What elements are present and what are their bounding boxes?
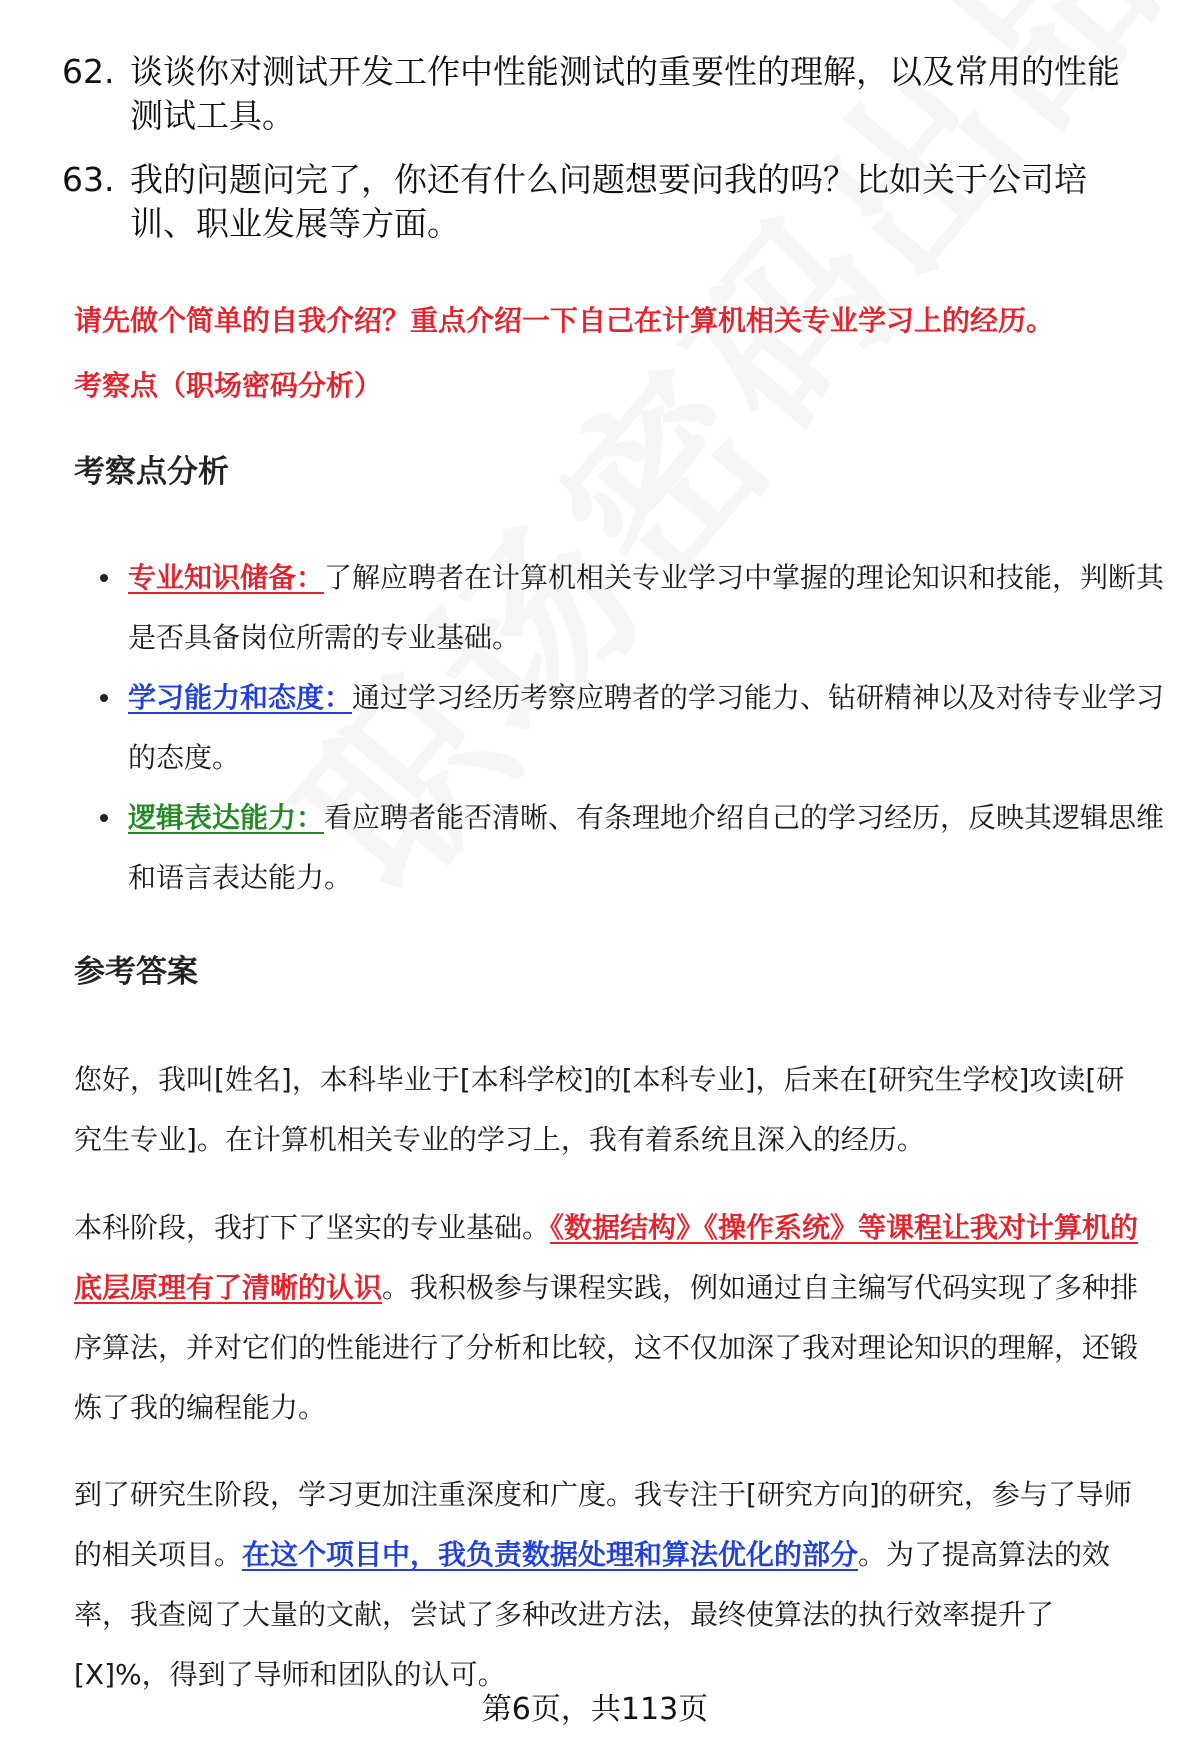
answer-heading: 参考答案: [74, 954, 198, 990]
page-footer: 第6页，共113页: [481, 1692, 709, 1727]
point-text: 看应聘者能否清晰、有条理地介绍自己的学习经历，反映其逻辑思维和语言表达能力。: [128, 801, 1165, 894]
text-span: 。为了提高算法的效率，我查阅了大量的文献，尝试了多种改进方法，最终使算法的执行效率提升了[X]%，得到了导师和团队的认可。: [74, 1538, 1111, 1691]
question-text: 谈谈你对测试开发工作中性能测试的重要性的理解，以及常用的性能测试工具。: [130, 52, 1120, 135]
point-learning-ability: [98, 668, 1169, 788]
question-63: [62, 158, 1145, 246]
analysis-heading: 考察点分析: [74, 454, 229, 490]
main-question: 请先做个简单的自我介绍？重点介绍一下自己在计算机相关专业学习上的经历。: [74, 304, 1055, 337]
analysis-points: [98, 548, 1169, 908]
text-span: 。我积极参与课程实践，例如通过自主编写代码实现了多种排序算法，并对它们的性能进行了分析和比较，这不仅加深了我对理论知识的理解，还锻炼了我的编程能力。: [74, 1271, 1139, 1424]
point-text: 了解应聘者在计算机相关专业学习中掌握的理论知识和技能，判断其是否具备岗位所需的专业基础。: [128, 561, 1165, 654]
answer-paragraph-undergrad: [74, 1198, 1145, 1438]
answer-paragraph-intro: 您好，我叫[姓名]，本科毕业于[本科学校]的[本科专业]，后来在[研究生学校]攻读[研究生专业]。在计算机相关专业的学习上，我有着系统且深入的经历。: [74, 1063, 1125, 1156]
point-label: 逻辑表达能力：: [128, 801, 325, 834]
answer-paragraph-graduate: [74, 1465, 1145, 1705]
text-span: 到了研究生阶段，学习更加注重深度和广度。我专注于[研究方向]的研究，参与了导师的相关项目。: [74, 1478, 1132, 1571]
highlight-red: 《数据结构》《操作系统》等课程让我对计算机的底层原理有了清晰的认识: [74, 1211, 1139, 1304]
question-text: 我的问题问完了，你还有什么问题想要问我的吗？比如关于公司培训、职业发展等方面。: [130, 160, 1087, 243]
point-logical-expression: [98, 788, 1169, 908]
point-professional-knowledge: [98, 548, 1169, 668]
point-label: 学习能力和态度：: [128, 681, 353, 714]
question-62: [62, 50, 1145, 138]
highlight-blue: 在这个项目中，我负责数据处理和算法优化的部分: [242, 1538, 859, 1571]
text-span: 本科阶段，我打下了坚实的专业基础。: [74, 1211, 551, 1244]
question-number: 62.: [62, 52, 115, 91]
point-label: 专业知识储备：: [128, 561, 325, 594]
examine-label: 考察点（职场密码分析）: [74, 369, 383, 402]
question-number: 63.: [62, 160, 115, 199]
point-text: 通过学习经历考察应聘者的学习能力、钻研精神以及对待专业学习的态度。: [128, 681, 1165, 774]
